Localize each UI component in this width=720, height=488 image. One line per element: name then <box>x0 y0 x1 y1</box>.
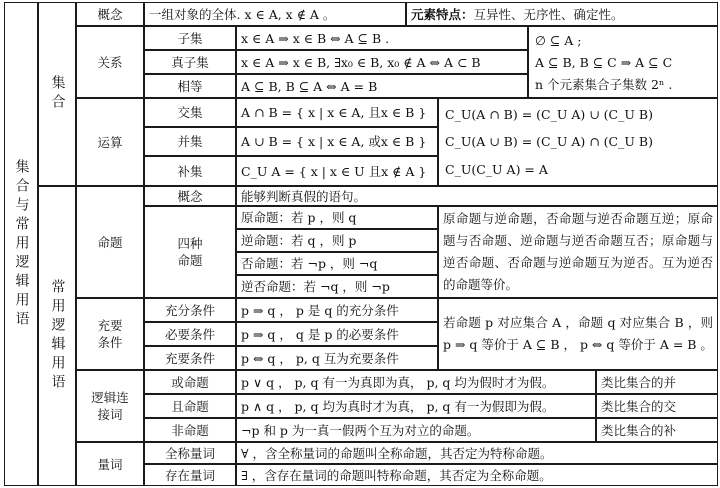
set-features-title: 元素特点： <box>411 6 474 22</box>
condition-desc: p ⇒ q ， q 是 p 的必要条件 <box>241 326 399 342</box>
set-concept-label: 概念 <box>97 6 123 22</box>
quantifier-name: 全称量词 <box>164 445 215 461</box>
connective-desc: p ∧ q ， p, q 均为真时才为真， p, q 有一为假即为假。 <box>241 398 555 414</box>
quantifier-name-cell <box>144 464 236 486</box>
relation-name-cell <box>144 26 236 50</box>
proposition-kind-cell <box>236 229 438 252</box>
proposition-label-cell <box>76 186 144 298</box>
connectives-label: 逻辑连接词 <box>91 390 129 422</box>
connectives-label-cell <box>76 370 144 442</box>
connective-analog-cell <box>596 394 718 418</box>
relations-label: 关系 <box>97 54 123 70</box>
set-concept-definition: 一组对象的全体. x ∈ A, x ∉ A 。 <box>149 6 336 22</box>
operations-laws-cell <box>438 98 718 186</box>
operation-formula-cell <box>236 98 438 127</box>
condition-desc: p ⇔ q ， p, q 互为充要条件 <box>241 350 399 366</box>
logic-label: 常用逻辑用语 <box>49 279 66 393</box>
proposition-kind: 逆否命题：若 ¬q ，则 ¬p <box>241 279 390 294</box>
set-features-cell <box>406 2 718 26</box>
operation-name-cell <box>144 127 236 156</box>
condition-name: 充要条件 <box>164 350 215 366</box>
operation-name: 并集 <box>177 134 203 149</box>
relations-note: n 个元素集合子集数 2ⁿ . <box>535 76 673 92</box>
proposition-kind-cell <box>236 252 438 275</box>
connective-desc-cell <box>236 370 596 394</box>
quantifier-name-cell <box>144 442 236 464</box>
set-features: 互异性、无序性、确定性。 <box>473 6 624 22</box>
four-kinds-label-cell <box>144 206 236 298</box>
proposition-note: 原命题与逆命题，否命题与逆否命题互逆；原命题与否命题、逆命题与逆否命题互否；原命题与逆否命题、否命题与逆命题互为逆否。互为逆否的命题等价。 <box>443 211 713 292</box>
connective-name: 非命题 <box>171 422 209 438</box>
connective-analog: 类比集合的补 <box>601 422 677 438</box>
operation-formula: A ∪ B = { x | x ∈ A, 或x ∈ B } <box>241 134 427 149</box>
quantifier-name: 存在量词 <box>164 467 215 483</box>
quantifier-desc-cell <box>236 442 718 464</box>
proposition-label: 命题 <box>97 234 123 250</box>
proposition-note-cell <box>438 206 718 298</box>
relation-formula-cell <box>236 50 528 74</box>
operation-name-cell <box>144 98 236 127</box>
relations-note: A ⊆ B, B ⊆ C ⇒ A ⊆ C <box>535 54 673 70</box>
conditions-note: 若命题 p 对应集合 A ，命题 q 对应集合 B ，则 p ⇒ q 等价于 A ⊆ B ， p ⇔ q 等价于 A = B 。 <box>443 315 713 352</box>
quantifiers-label: 量词 <box>97 456 123 472</box>
condition-desc-cell <box>236 298 438 322</box>
proposition-kind: 原命题：若 p ，则 q <box>241 210 357 225</box>
proposition-concept-label-cell <box>144 186 236 206</box>
relation-name: 真子集 <box>171 54 209 70</box>
relation-name: 相等 <box>177 78 203 94</box>
relation-formula: x ∈ A ⇒ x ∈ B, ∃x₀ ∈ B, x₀ ∉ A ⇔ A ⊂ B <box>241 54 481 70</box>
relation-formula: A ⊆ B, B ⊆ A ⇔ A = B <box>241 78 378 94</box>
proposition-concept-cell <box>236 186 718 206</box>
connective-desc-cell <box>236 394 596 418</box>
operation-name-cell <box>144 156 236 186</box>
condition-name-cell <box>144 298 236 322</box>
quantifier-desc: ∃ ，含存在量词的命题叫特称命题，其否定为全称命题。 <box>241 467 552 483</box>
connective-name: 或命题 <box>171 374 209 390</box>
condition-name: 必要条件 <box>164 326 215 342</box>
condition-name-cell <box>144 346 236 370</box>
condition-desc-cell <box>236 346 438 370</box>
proposition-kind-cell <box>236 275 438 298</box>
proposition-kind: 否命题：若 ¬p ，则 ¬q <box>241 256 378 271</box>
condition-desc: p ⇒ q ， p 是 q 的充分条件 <box>241 302 399 318</box>
operation-formula: C_U A = { x | x ∈ U 且x ∉ A } <box>241 163 427 179</box>
relation-name-cell <box>144 50 236 74</box>
connective-name-cell <box>144 370 236 394</box>
operations-law: C_U(A ∪ B) = (C_U A) ∩ (C_U B) <box>445 134 653 150</box>
connective-name-cell <box>144 418 236 442</box>
connective-analog: 类比集合的交 <box>601 398 677 414</box>
quantifier-desc-cell <box>236 464 718 486</box>
proposition-kind: 逆命题：若 q ，则 p <box>241 233 357 248</box>
relation-formula-cell <box>236 26 528 50</box>
operations-law: C_U(A ∩ B) = (C_U A) ∪ (C_U B) <box>445 107 653 123</box>
condition-name-cell <box>144 322 236 346</box>
set-concept-definition-cell <box>144 2 406 26</box>
conditions-note-cell <box>438 298 718 370</box>
connective-analog-cell <box>596 418 718 442</box>
condition-name: 充分条件 <box>164 302 215 318</box>
operation-name: 交集 <box>177 105 203 120</box>
outer-label: 集合与常用逻辑用语 <box>13 158 30 330</box>
connective-desc-cell <box>236 418 596 442</box>
connective-desc: p ∨ q ， p, q 有一为真即为真， p, q 均为假时才为假。 <box>241 374 555 390</box>
relation-formula: x ∈ A ⇒ x ∈ B ⇔ A ⊆ B . <box>241 30 390 46</box>
outer-label-cell <box>4 2 38 486</box>
connective-name-cell <box>144 394 236 418</box>
proposition-concept: 能够判断真假的语句。 <box>241 188 367 204</box>
connective-analog: 类比集合的并 <box>601 374 677 390</box>
operation-formula-cell <box>236 156 438 186</box>
condition-desc-cell <box>236 322 438 346</box>
operations-label: 运算 <box>97 134 123 150</box>
operations-law: C_U(C_U A) = A <box>445 161 548 177</box>
operation-formula: A ∩ B = { x | x ∈ A, 且x ∈ B } <box>241 105 427 120</box>
quantifiers-label-cell <box>76 442 144 486</box>
proposition-concept-label: 概念 <box>177 188 203 204</box>
operations-label-cell <box>76 98 144 186</box>
conditions-label: 充要条件 <box>97 318 123 350</box>
relations-note: ∅ ⊆ A ; <box>535 32 582 48</box>
proposition-kind-cell <box>236 206 438 229</box>
quantifier-desc: ∀ ，含全称量词的命题叫全称命题，其否定为特称命题。 <box>241 445 553 461</box>
connective-analog-cell <box>596 370 718 394</box>
set-label: 集合 <box>49 75 66 113</box>
set-concept-label-cell <box>76 2 144 26</box>
operation-name: 补集 <box>177 163 203 179</box>
set-label-cell <box>38 2 76 186</box>
relations-notes-cell <box>528 26 718 98</box>
conditions-label-cell <box>76 298 144 370</box>
relations-label-cell <box>76 26 144 98</box>
relation-formula-cell <box>236 74 528 98</box>
connective-name: 且命题 <box>171 398 209 414</box>
relation-name: 子集 <box>177 30 203 46</box>
operation-formula-cell <box>236 127 438 156</box>
four-kinds-label: 四种命题 <box>177 236 203 268</box>
logic-label-cell <box>38 186 76 486</box>
relation-name-cell <box>144 74 236 98</box>
connective-desc: ¬p 和 p 为一真一假两个互为对立的命题。 <box>241 422 480 438</box>
